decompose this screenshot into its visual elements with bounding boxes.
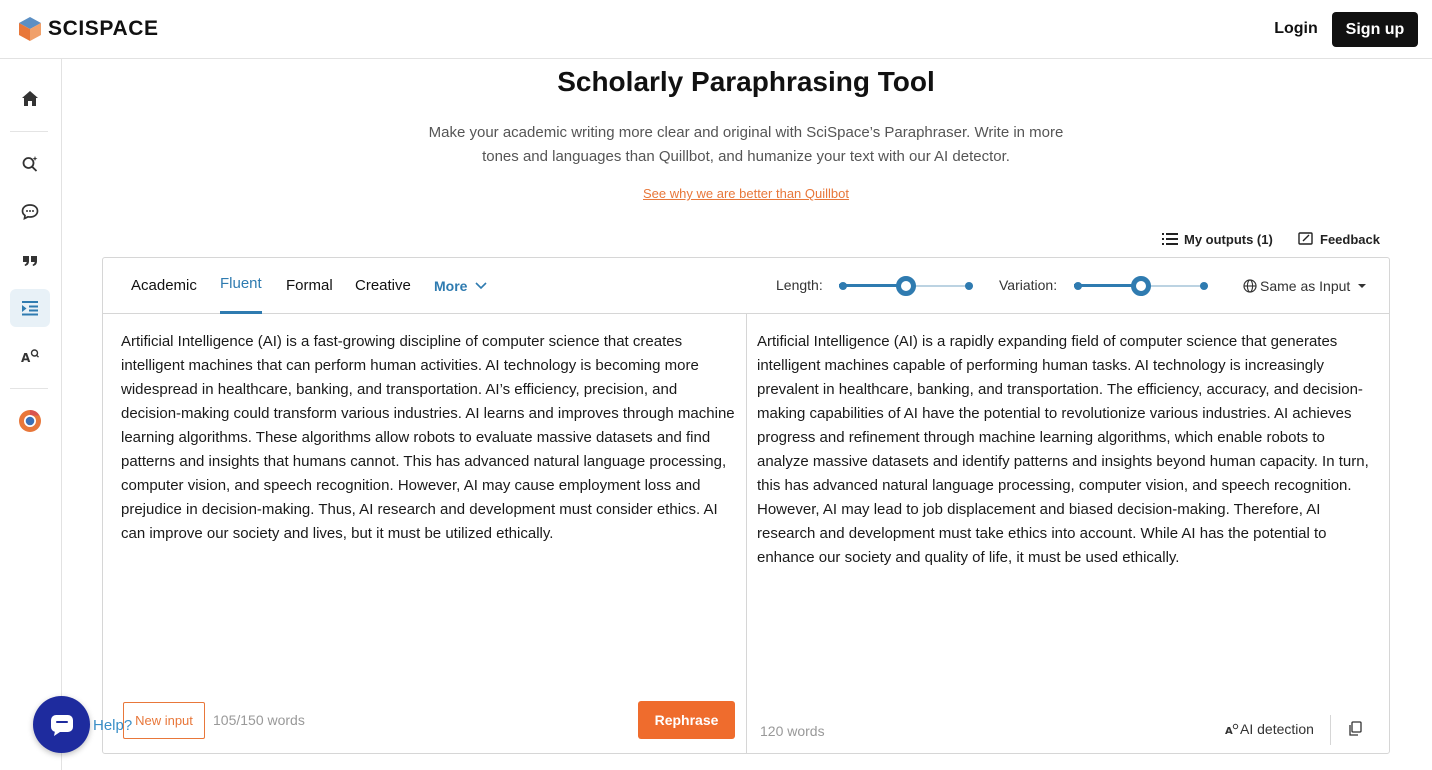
language-value: Same as Input	[1260, 278, 1351, 294]
more-label: More	[434, 277, 468, 294]
slider-step-dot[interactable]	[965, 282, 973, 290]
tab-formal[interactable]	[286, 258, 333, 313]
chrome-icon	[18, 409, 42, 433]
slider-knob[interactable]	[1131, 276, 1151, 296]
language-select[interactable]	[1243, 276, 1368, 296]
top-bar	[0, 0, 1432, 59]
slider-knob[interactable]	[896, 276, 916, 296]
sidebar-item-citation[interactable]	[10, 241, 50, 279]
paraphraser-editor	[102, 257, 1390, 754]
length-label: Length:	[776, 277, 823, 293]
compare-quillbot-link[interactable]: See why we are better than Quillbot	[643, 186, 849, 201]
sidebar-item-chrome-extension[interactable]	[10, 402, 50, 440]
tab-academic[interactable]	[131, 258, 197, 313]
sidebar-item-paraphraser[interactable]	[10, 289, 50, 327]
feedback-icon	[1298, 231, 1314, 247]
sidebar-item-search[interactable]	[10, 145, 50, 183]
svg-text:A: A	[1225, 726, 1233, 736]
ai-detector-icon	[1225, 722, 1239, 736]
sidebar	[0, 59, 62, 770]
help-chat-button[interactable]	[33, 696, 90, 753]
rephrase-button[interactable]: Rephrase	[638, 701, 735, 739]
output-text: Artificial Intelligence (AI) is a rapidly expanding field of computer science that generates intelligent machines capable of performing human tasks. AI technology is increasingly prevalent in healthcare, banking, and transportation. The efficiency, accuracy, and decision-making capabilities of AI have the potential to revolutionize various industries. AI achieves progress and refinement through machine learning algorithms, which enable robots to analyze massive datasets and identify patterns and insights beyond human capacity. In turn, this has advanced natural language processing, computer vision, and speech recognition. However, AI may lead to job displacement and biased decision-making. Therefore, AI research and development must take ethics into account. While AI has the potential to enhance our society and quality of life, it must be used ethically.	[757, 333, 1369, 566]
sidebar-divider	[10, 131, 48, 132]
input-textarea[interactable]: Artificial Intelligence (AI) is a fast-growing discipline of computer science that creates intelligent machines that can perform human activities. AI technology is becoming more widespread in healthcare, banking, and transportation. AI’s efficiency, precision, and decision-making could transform various industries. AI learns and improves through machine learning algorithms. These algorithms allow robots to evaluate massive datasets and find patterns and insights that humans cannot. This has advanced natural language processing, computer vision, and speech recognition. However, AI may cause employment loss and prejudice in decision-making. Thus, AI research and development must consider ethics. AI can improve our society and lives, but it must be utilized ethically.	[121, 333, 735, 542]
tab-creative[interactable]	[355, 258, 411, 313]
brand-name: SCISPACE	[48, 17, 159, 40]
list-icon	[1162, 232, 1178, 246]
more-modes-dropdown[interactable]	[434, 258, 487, 313]
signup-button[interactable]: Sign up	[1332, 12, 1418, 47]
input-word-count: 105/150 words	[213, 712, 305, 728]
caret-down-icon	[1356, 282, 1368, 290]
svg-text:A: A	[21, 351, 31, 365]
login-button[interactable]: Login	[1274, 20, 1318, 37]
page-title: Scholarly Paraphrasing Tool	[557, 66, 935, 97]
chat-bubble-icon	[49, 713, 75, 737]
chat-icon	[20, 202, 40, 222]
tab-label: Creative	[355, 277, 411, 294]
chevron-down-icon	[475, 282, 487, 290]
output-word-count: 120 words	[760, 723, 825, 739]
feedback-label: Feedback	[1320, 231, 1380, 247]
variation-slider[interactable]	[1074, 279, 1208, 293]
output-footer-divider	[1330, 715, 1331, 745]
help-label[interactable]: Help?	[93, 717, 133, 734]
tab-label: Fluent	[220, 274, 262, 292]
globe-icon	[1243, 279, 1257, 293]
sidebar-item-ai-detector[interactable]	[10, 337, 50, 375]
copy-button[interactable]	[1345, 718, 1365, 740]
tab-label: Formal	[286, 277, 333, 294]
sidebar-divider	[10, 388, 48, 389]
length-slider[interactable]	[839, 279, 973, 293]
ai-detector-icon	[20, 346, 40, 366]
variation-label: Variation:	[999, 277, 1058, 293]
new-input-button[interactable]: New input	[123, 702, 205, 739]
quote-icon	[20, 250, 40, 270]
my-outputs-label: My outputs (1)	[1184, 231, 1273, 247]
my-outputs-button[interactable]	[1162, 229, 1273, 249]
pane-divider	[746, 314, 747, 753]
tab-label: Academic	[131, 277, 197, 294]
slider-step-dot[interactable]	[1200, 282, 1208, 290]
mode-toolbar	[103, 258, 1389, 314]
scispace-logo-icon	[18, 16, 42, 42]
slider-step-dot[interactable]	[1074, 282, 1082, 290]
search-sparkle-icon	[20, 154, 40, 174]
scispace-logo[interactable]	[18, 15, 159, 43]
slider-step-dot[interactable]	[839, 282, 847, 290]
ai-detection-button[interactable]	[1225, 721, 1314, 737]
feedback-button[interactable]	[1298, 229, 1380, 249]
active-tab-indicator	[220, 311, 262, 314]
ai-detection-label: AI detection	[1240, 721, 1314, 737]
page-subtitle: Make your academic writing more clear and original with SciSpace’s Paraphraser. Write in more tones and languages than Quillbot, and humanize your text with our AI detector.	[428, 124, 1064, 165]
tab-fluent[interactable]	[220, 258, 262, 313]
paraphrase-icon	[20, 298, 40, 318]
copy-icon	[1348, 721, 1362, 737]
